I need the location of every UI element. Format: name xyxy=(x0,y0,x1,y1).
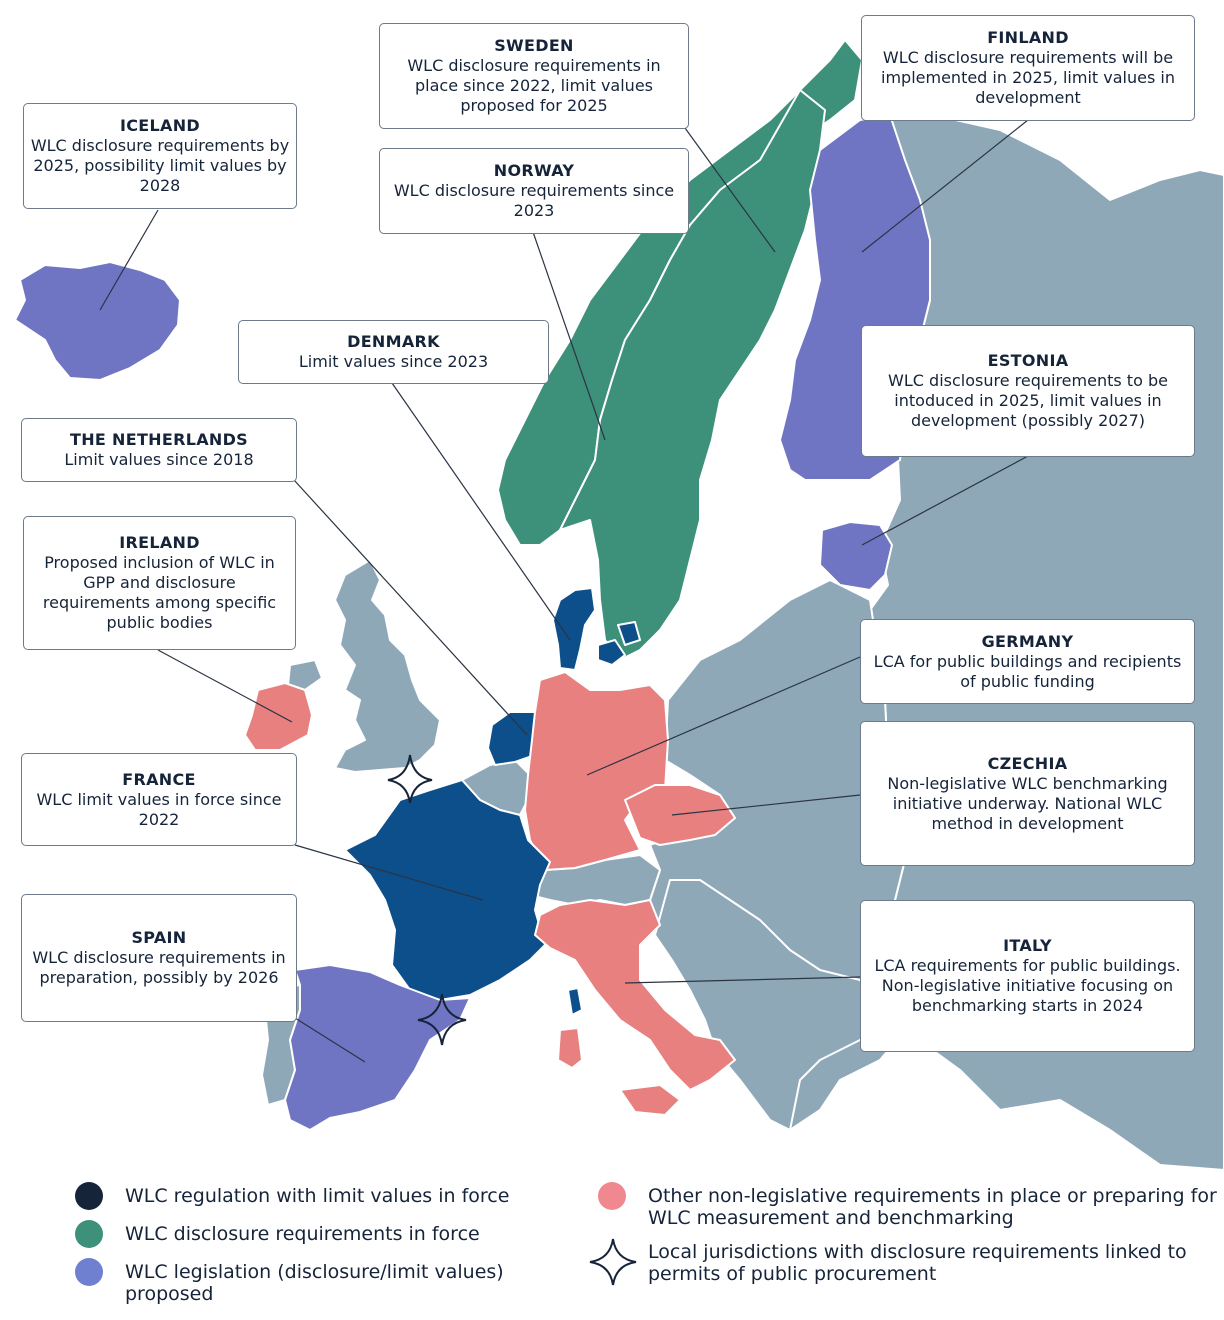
country-description: WLC disclosure requirements by 2025, possibility limit values by 2028 xyxy=(30,136,290,195)
country-name: FINLAND xyxy=(987,28,1069,47)
star-icon xyxy=(588,1237,638,1292)
country-description: WLC disclosure requirements to be intoduced in 2025, limit values in development (possibly 2027) xyxy=(888,371,1168,430)
info-box-iceland xyxy=(23,103,297,209)
legend-item-proposed xyxy=(75,1261,555,1305)
country-name: THE NETHERLANDS xyxy=(70,430,248,449)
legend-item-local xyxy=(588,1241,1220,1292)
legend-label: Other non-legislative requirements in place or preparing for WLC measurement and benchmarking xyxy=(648,1185,1217,1229)
info-box-denmark xyxy=(238,320,549,384)
country-name: SWEDEN xyxy=(494,36,574,55)
country-description: Non-legislative WLC benchmarking initiative underway. National WLC method in development xyxy=(887,773,1168,833)
legend-item-other xyxy=(598,1185,1220,1229)
info-box-norway xyxy=(379,148,689,234)
legend-item-disclosure xyxy=(75,1223,555,1248)
country-name: GERMANY xyxy=(981,631,1074,651)
country-name: SPAIN xyxy=(131,928,187,947)
legend-dot-disclosure xyxy=(75,1220,103,1248)
country-name: CZECHIA xyxy=(987,753,1068,773)
legend-dot-regulation xyxy=(75,1182,103,1210)
country-description: Proposed inclusion of WLC in GPP and disclosure requirements among specific public bodies xyxy=(42,553,277,632)
info-box-estonia xyxy=(861,325,1195,457)
country-description: WLC disclosure requirements will be implemented in 2025, limit values in development xyxy=(881,48,1175,107)
info-box-netherlands xyxy=(21,418,297,482)
country-name: NORWAY xyxy=(493,161,575,180)
region-iceland xyxy=(15,262,180,380)
legend-dot-other xyxy=(598,1182,626,1210)
info-box-spain xyxy=(21,894,297,1022)
info-box-germany xyxy=(860,619,1195,704)
country-description: WLC disclosure requirements since 2023 xyxy=(393,181,675,220)
country-description: WLC disclosure requirements in place since 2022, limit values proposed for 2025 xyxy=(407,56,661,115)
legend-label: Local jurisdictions with disclosure requirements linked to permits of public procurement xyxy=(648,1241,1187,1285)
country-name: FRANCE xyxy=(122,769,196,789)
country-name: ESTONIA xyxy=(987,351,1069,370)
country-description: Limit values since 2023 xyxy=(298,352,489,371)
legend-label: WLC disclosure requirements in force xyxy=(125,1223,480,1245)
info-box-ireland xyxy=(23,516,296,650)
info-box-sweden xyxy=(379,23,689,129)
info-box-italy xyxy=(860,900,1195,1052)
legend-item-regulation xyxy=(75,1185,555,1210)
country-description: LCA for public buildings and recipients of public funding xyxy=(873,651,1182,691)
country-description: WLC disclosure requirements in preparation, possibly by 2026 xyxy=(32,948,286,987)
legend-label: WLC legislation (disclosure/limit values) proposed xyxy=(125,1261,504,1305)
country-name: DENMARK xyxy=(347,332,440,351)
country-name: ICELAND xyxy=(120,116,200,135)
info-box-czechia xyxy=(860,721,1195,866)
region-great-britain xyxy=(335,560,440,772)
info-box-france xyxy=(21,753,297,846)
info-box-finland xyxy=(861,15,1195,121)
country-description: WLC limit values in force since 2022 xyxy=(36,789,282,829)
country-description: LCA requirements for public buildings. Non-legislative initiative focusing on benchmarking starts in 2024 xyxy=(874,956,1181,1015)
legend-dot-proposed xyxy=(75,1258,103,1286)
legend-label: WLC regulation with limit values in force xyxy=(125,1185,510,1207)
country-name: ITALY xyxy=(1003,936,1052,955)
region-corsica xyxy=(568,988,582,1015)
region-ireland xyxy=(245,683,312,750)
country-name: IRELAND xyxy=(119,533,200,552)
country-description: Limit values since 2018 xyxy=(64,450,254,469)
